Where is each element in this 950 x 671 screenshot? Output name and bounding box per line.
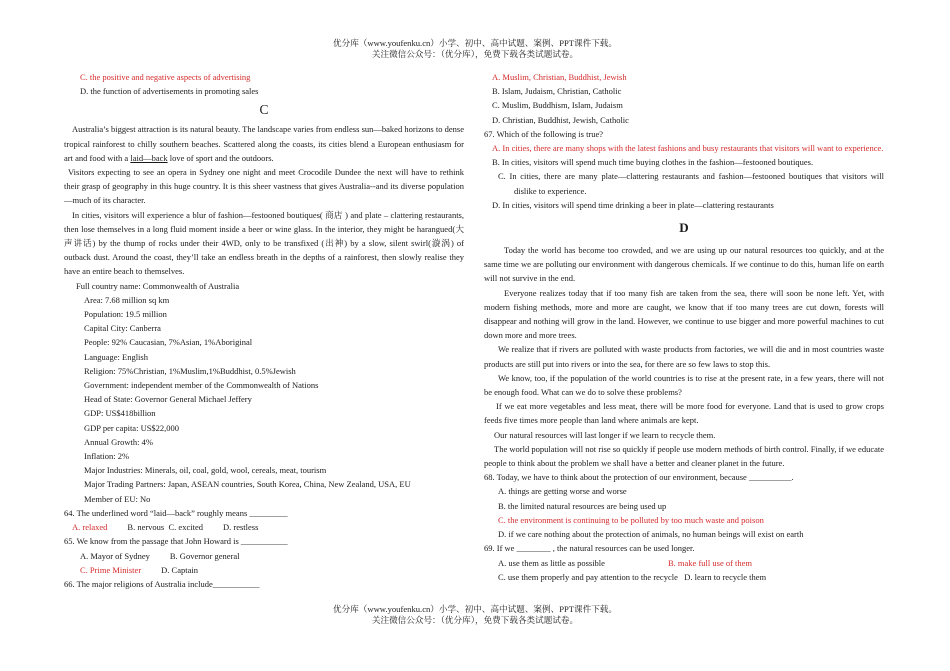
q67-option-d: D. In cities, visitors will spend time drinking a beer in plate—clattering restaurants: [492, 199, 774, 210]
prev-option-c: C. the positive and negative aspects of advertising: [80, 72, 251, 82]
fact-item: Head of State: Governor General Michael Jeffery: [84, 394, 252, 405]
header-line-1: 优分库（www.youfenku.cn）小学、初中、高中试题、案例、PPT课件下载。: [333, 38, 617, 48]
page-footer: [0, 604, 950, 626]
passage-d-paragraph-3: We realize that if rivers are polluted with waste products from factories, we will die and in most countries waste products are still put into rivers or into the sea, for there are so few laws to stop this.: [484, 344, 884, 369]
fact-item: Major Industries: Minerals, oil, coal, gold, wool, cereals, meat, tourism: [84, 465, 327, 476]
question-64-options: [64, 520, 464, 534]
question-65-stem: 65. We know from the passage that John Howard is ___________: [64, 536, 288, 547]
q65-option-a: A. Mayor of Sydney: [80, 550, 150, 561]
page-header: [0, 38, 950, 60]
q69-option-d: D. learn to recycle them: [684, 571, 767, 582]
passage-d-paragraph-1: Today the world has become too crowded, and we are using up our natural resources too quickly, and at the same time we are polluting our environment with dangerous chemicals. If we continue to do this, human life on earth will not survive in the end.: [484, 245, 884, 284]
q66-option-d: D. Christian, Buddhist, Jewish, Catholic: [492, 114, 629, 125]
q67-option-b: B. In cities, visitors will spend much time buying clothes in the fashion—festooned boutiques.: [492, 157, 814, 168]
facts-title: Full country name: Commonwealth of Australia: [76, 280, 240, 291]
passage-d-paragraph-2: Everyone realizes today that if too many fish are taken from the sea, there will soon be none left. Yet, with modern fishing methods, more and more are caught, we know that if too many trees are cut down, forests will disappear and nothing will grow in the land. However, we continue to use bigger and more powerful machines to cut down more and more trees.: [484, 287, 884, 341]
fact-item: Annual Growth: 4%: [84, 436, 153, 447]
question-68-stem: 68. Today, we have to think about the protection of our environment, because __________.: [484, 472, 794, 483]
q65-option-d: D. Captain: [161, 564, 198, 575]
q69-option-b: B. make full use of them: [668, 557, 753, 568]
passage-d-paragraph-6: Our natural resources will last longer if we learn to recycle them.: [494, 429, 716, 440]
q68-option-b: B. the limited natural resources are being used up: [498, 500, 667, 511]
q68-option-a: A. things are getting worse and worse: [498, 486, 627, 497]
question-65-options-cd: [64, 563, 464, 577]
fact-item: Government: independent member of the Commonwealth of Nations: [84, 380, 319, 391]
question-69-options-cd: [484, 570, 884, 584]
passage-d-paragraph-5: If we eat more vegetables and less meat, there will be more food for everyone. Land that is used to grow crops feeds five times more people than land where animals are kept.: [484, 401, 884, 426]
question-69-options-ab: [484, 556, 884, 570]
facts-list: [64, 293, 464, 506]
fact-item: Inflation: 2%: [84, 451, 130, 462]
fact-item: Capital City: Canberra: [84, 323, 161, 334]
passage-d-paragraph-4: We know, too, if the population of the world countries is to rise at the present rate, in a few years, there will not be enough food. What can we do to solve these problems?: [484, 372, 884, 398]
section-d-title: D: [679, 220, 689, 236]
q64-option-a: A. relaxed: [72, 522, 108, 533]
fact-item: Major Trading Partners: Japan, ASEAN countries, South Korea, China, New Zealand, USA, EU: [84, 479, 411, 490]
fact-item: Area: 7.68 million sq km: [84, 294, 170, 305]
question-67-stem: 67. Which of the following is true?: [484, 128, 604, 139]
section-c-title: C: [259, 102, 269, 118]
passage-c-paragraph-3: In cities, visitors will experience a blur of fashion—festooned boutiques( 商店 ) and plate – clattering restaurants, then lose themselves in a long fluid moment inside a beer or wine glass. In the interior, they might be harangued(大声讲话) by the thump of rocks under their 4WD, only to be transfixed (出神) by a slow, silent swirl(漩涡) of outback dust. Around the coast, they’ll take an endless breath in the depths of a rainforest, then slowly realise they have an entire beach to themselves.: [64, 209, 464, 277]
fact-item: Population: 19.5 million: [84, 309, 167, 320]
fact-item: GDP: US$418billion: [84, 408, 156, 419]
passage-c-paragraph-1: Australia’s biggest attraction is its natural beauty. The landscape varies from endless sun—baked horizons to dense tropical rainforest to chilly southern beaches. Scattered along the coasts, its cities blend a European enthusiasm for art and food with a laid—back love of sport and the outdoors.: [64, 124, 464, 163]
q69-option-c: C. use them properly and pay attention to the recycle: [498, 571, 678, 582]
q66-option-c: C. Muslim, Buddhism, Islam, Judaism: [492, 100, 623, 111]
q68-option-d: D. if we care nothing about the protection of animals, no human beings will exist on earth: [498, 529, 804, 540]
fact-item: People: 92% Caucasian, 7%Asian, 1%Aboriginal: [84, 337, 253, 348]
prev-option-d: D. the function of advertisements in promoting sales: [80, 86, 259, 97]
q69-option-a: A. use them as little as possible: [498, 557, 605, 568]
question-66-stem: 66. The major religions of Australia include___________: [64, 578, 260, 589]
q66-option-b: B. Islam, Judaism, Christian, Catholic: [492, 86, 622, 97]
question-65-options-ab: [64, 549, 464, 563]
passage-c-paragraph-2: Visitors expecting to see an opera in Sydney one night and meet Crocodile Dundee the next will have to rethink their grasp of geography in this huge country. It is this sheer vastness that gives Australia--and its diverse population—much of its character.: [64, 167, 464, 206]
footer-line-2: 关注微信公众号：（优分库），免费下载各类试题试卷。: [371, 615, 579, 625]
fact-item: Member of EU: No: [84, 493, 151, 504]
fact-item: Language: English: [84, 351, 148, 362]
q64-option-b: B. nervous: [127, 522, 165, 533]
fact-item: Religion: 75%Christian, 1%Muslim,1%Buddhist, 0.5%Jewish: [84, 365, 296, 376]
left-column: [64, 70, 464, 591]
q64-option-c: C. excited: [168, 522, 203, 533]
q68-option-c: C. the environment is continuing to be polluted by too much waste and poison: [498, 514, 764, 525]
question-69-stem: 69. If we ________ , the natural resources can be used longer.: [484, 543, 695, 554]
fact-item: GDP per capita: US$22,000: [84, 422, 180, 433]
q65-option-b: B. Governor general: [169, 550, 240, 561]
q66-option-a: A. Muslim, Christian, Buddhist, Jewish: [492, 72, 627, 82]
q67-option-a: A. In cities, there are many shops with the latest fashions and busy restaurants that visitors will want to experience.: [492, 143, 884, 154]
question-64-stem: 64. The underlined word “laid—back” roughly means _________: [64, 507, 288, 518]
right-column: [484, 70, 884, 584]
q65-option-c: C. Prime Minister: [80, 564, 142, 575]
header-line-2: 关注微信公众号：（优分库），免费下载各类试题试卷。: [371, 49, 579, 59]
footer-line-1: 优分库（www.youfenku.cn）小学、初中、高中试题、案例、PPT课件下载。: [333, 604, 617, 614]
passage-d-paragraph-7: The world population will not rise so quickly if people use modern methods of birth control. Finally, if we educate people to think about the problem we shall have a better and cleaner planet in the future.: [484, 443, 884, 469]
q67-option-c: C. In cities, there are many plate—clattering restaurants and fashion—festooned boutiques that visitors will dislike to experience.: [498, 171, 884, 196]
underlined-laid-back: laid—back: [130, 152, 168, 163]
q64-option-d: D. restless: [222, 522, 259, 533]
